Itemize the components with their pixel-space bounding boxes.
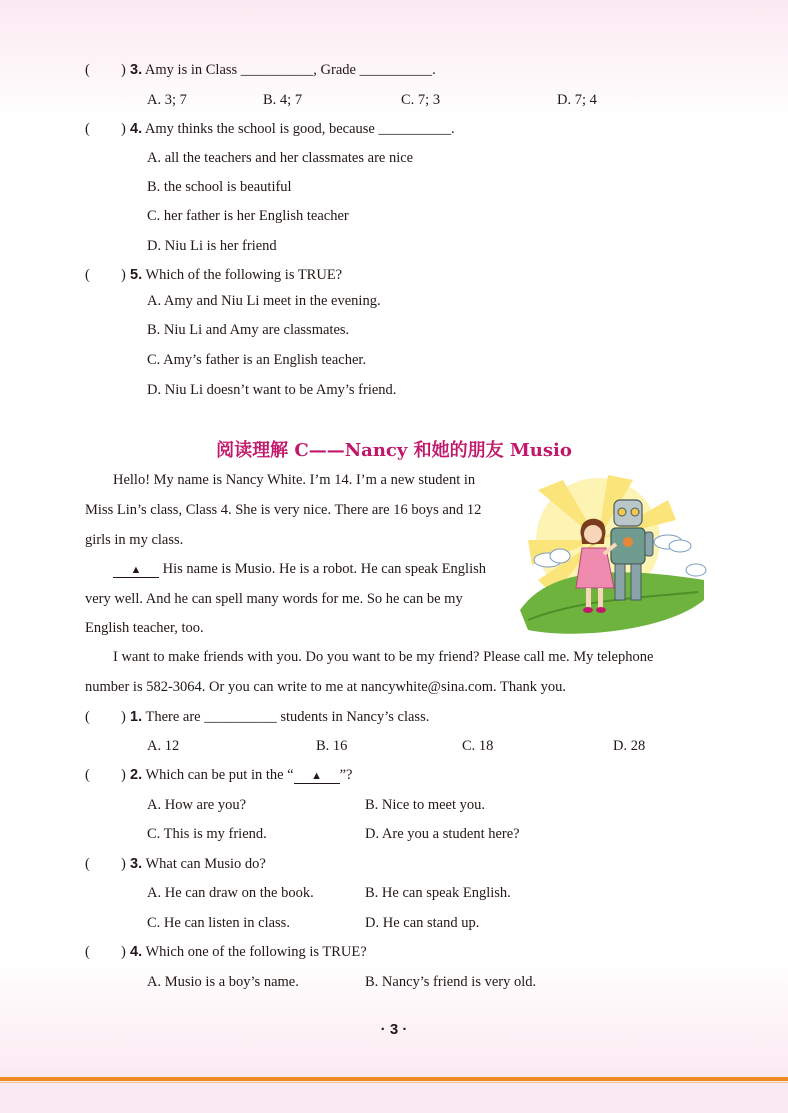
- option-b: B. Nice to meet you.: [365, 797, 486, 813]
- section-title: 阅读理解 C——Nancy 和她的朋友 Musio: [216, 440, 572, 461]
- option-a: A. Musio is a boy’s name.: [147, 974, 299, 990]
- option-c: C. her father is her English teacher: [147, 208, 349, 224]
- option-d: D. 7; 4: [557, 92, 597, 108]
- footer-line-thin: [0, 1082, 788, 1083]
- option-a: A. Amy and Niu Li meet in the evening.: [147, 293, 381, 309]
- passage-line: Hello! My name is Nancy White. I’m 14. I’m a new student in: [113, 472, 476, 488]
- question-stem: 4. Which one of the following is TRUE?: [130, 944, 367, 960]
- option-c: C. 18: [462, 738, 494, 754]
- option-c: C. He can listen in class.: [147, 915, 290, 931]
- option-b: B. 4; 7: [263, 92, 303, 108]
- passage-line: Miss Lin’s class, Class 4. She is very nice. There are 16 boys and 12: [85, 502, 482, 518]
- worksheet-page: ( ) 3. Amy is in Class __________, Grade __________. A. 3; 7 B. 4; 7 C. 7; 3 D. 7; 4 ( ) 4. Amy thinks the school is good, because __________. A. all the teachers and her classmates are nice B. the school is beautiful C. her father is her English teacher D. Niu Li is her friend ( ) 5. Which of the following is TRUE? A. Amy and Niu Li meet in the evening. B. Niu Li and Amy are classmates. C. Amy’s father is an English teacher. D. Niu Li doesn’t want to be Amy’s friend. 阅读理解 C——Nancy 和她的朋友 Musio Hello! My name is Nancy White. I’m 14. I’m a new student in Miss Lin’s class, Class 4. She is very nice. There are 16 boys and 12 girls in my class. ▲ His name is Musio. He is a robot. He can speak English very well. And he can spell many words for me. So he can be my English teacher, too. I want to make friends with you. Do you want to be my friend? Please call me. My telephone number is 582-3064. Or you can write to me at nancywhite@sina.com. Thank you. ( ) 1. There are __________ students in Nancy’s class. A. 12 B. 16 C. 18 D. 28 ( ) 2. Which can be put in the “ ▲ ”? A. How are you? B. Nice to meet you. C. This is my friend. D. Are you a student here? ( ) 3. What can Musio do? A. He can draw on the book. B. He can speak English. C. He can listen in class. D. He can stand up. ( ) 4. Which one of the following is TRUE? A. Musio is a boy’s name. B. Nancy’s friend is very old. · 3 ·: [0, 0, 788, 1113]
- triangle-marker: ▲: [130, 564, 142, 576]
- option-b: B. Nancy’s friend is very old.: [365, 974, 537, 990]
- triangle-marker: ▲: [311, 770, 323, 782]
- question-stem: 2. Which can be put in the “ ▲ ”?: [130, 767, 353, 783]
- option-b: B. Niu Li and Amy are classmates.: [147, 322, 350, 338]
- option-a: A. all the teachers and her classmates are nice: [147, 150, 414, 166]
- question-stem: 1. There are __________ students in Nancy’s class.: [130, 709, 430, 725]
- option-c: C. 7; 3: [401, 92, 441, 108]
- option-c: C. This is my friend.: [147, 826, 267, 842]
- question-stem: 3. What can Musio do?: [130, 856, 266, 872]
- page-number: · 3 ·: [380, 1021, 408, 1038]
- question-stem: 5. Which of the following is TRUE?: [130, 267, 343, 283]
- stem-blank: [294, 769, 340, 784]
- option-d: D. 28: [613, 738, 646, 754]
- footer-line: [0, 1077, 788, 1081]
- question-stem: 3. Amy is in Class __________, Grade __________.: [130, 62, 436, 78]
- option-b: B. the school is beautiful: [147, 179, 292, 195]
- option-d: D. Niu Li is her friend: [147, 238, 277, 254]
- passage-line: girls in my class.: [85, 532, 184, 548]
- option-a: A. 12: [147, 738, 180, 754]
- question-stem: 4. Amy thinks the school is good, because __________.: [130, 121, 455, 137]
- option-a: A. He can draw on the book.: [147, 885, 314, 901]
- passage-line: very well. And he can spell many words for me. So he can be my: [85, 591, 463, 607]
- option-d: D. Are you a student here?: [365, 826, 520, 842]
- option-d: D. He can stand up.: [365, 915, 480, 931]
- option-a: A. How are you?: [147, 797, 247, 813]
- girl-and-robot-illustration: [518, 470, 708, 640]
- option-a: A. 3; 7: [147, 92, 187, 108]
- passage-line: English teacher, too.: [85, 620, 204, 636]
- option-c: C. Amy’s father is an English teacher.: [147, 352, 367, 368]
- passage-line: I want to make friends with you. Do you want to be my friend? Please call me. My telephone: [113, 649, 654, 665]
- option-b: B. 16: [316, 738, 348, 754]
- passage-blank: [113, 563, 159, 578]
- option-d: D. Niu Li doesn’t want to be Amy’s friend.: [147, 382, 397, 398]
- passage-line: number is 582-3064. Or you can write to me at nancywhite@sina.com. Thank you.: [85, 679, 567, 695]
- option-b: B. He can speak English.: [365, 885, 511, 901]
- passage-line: ▲ His name is Musio. He is a robot. He can speak English: [113, 555, 486, 585]
